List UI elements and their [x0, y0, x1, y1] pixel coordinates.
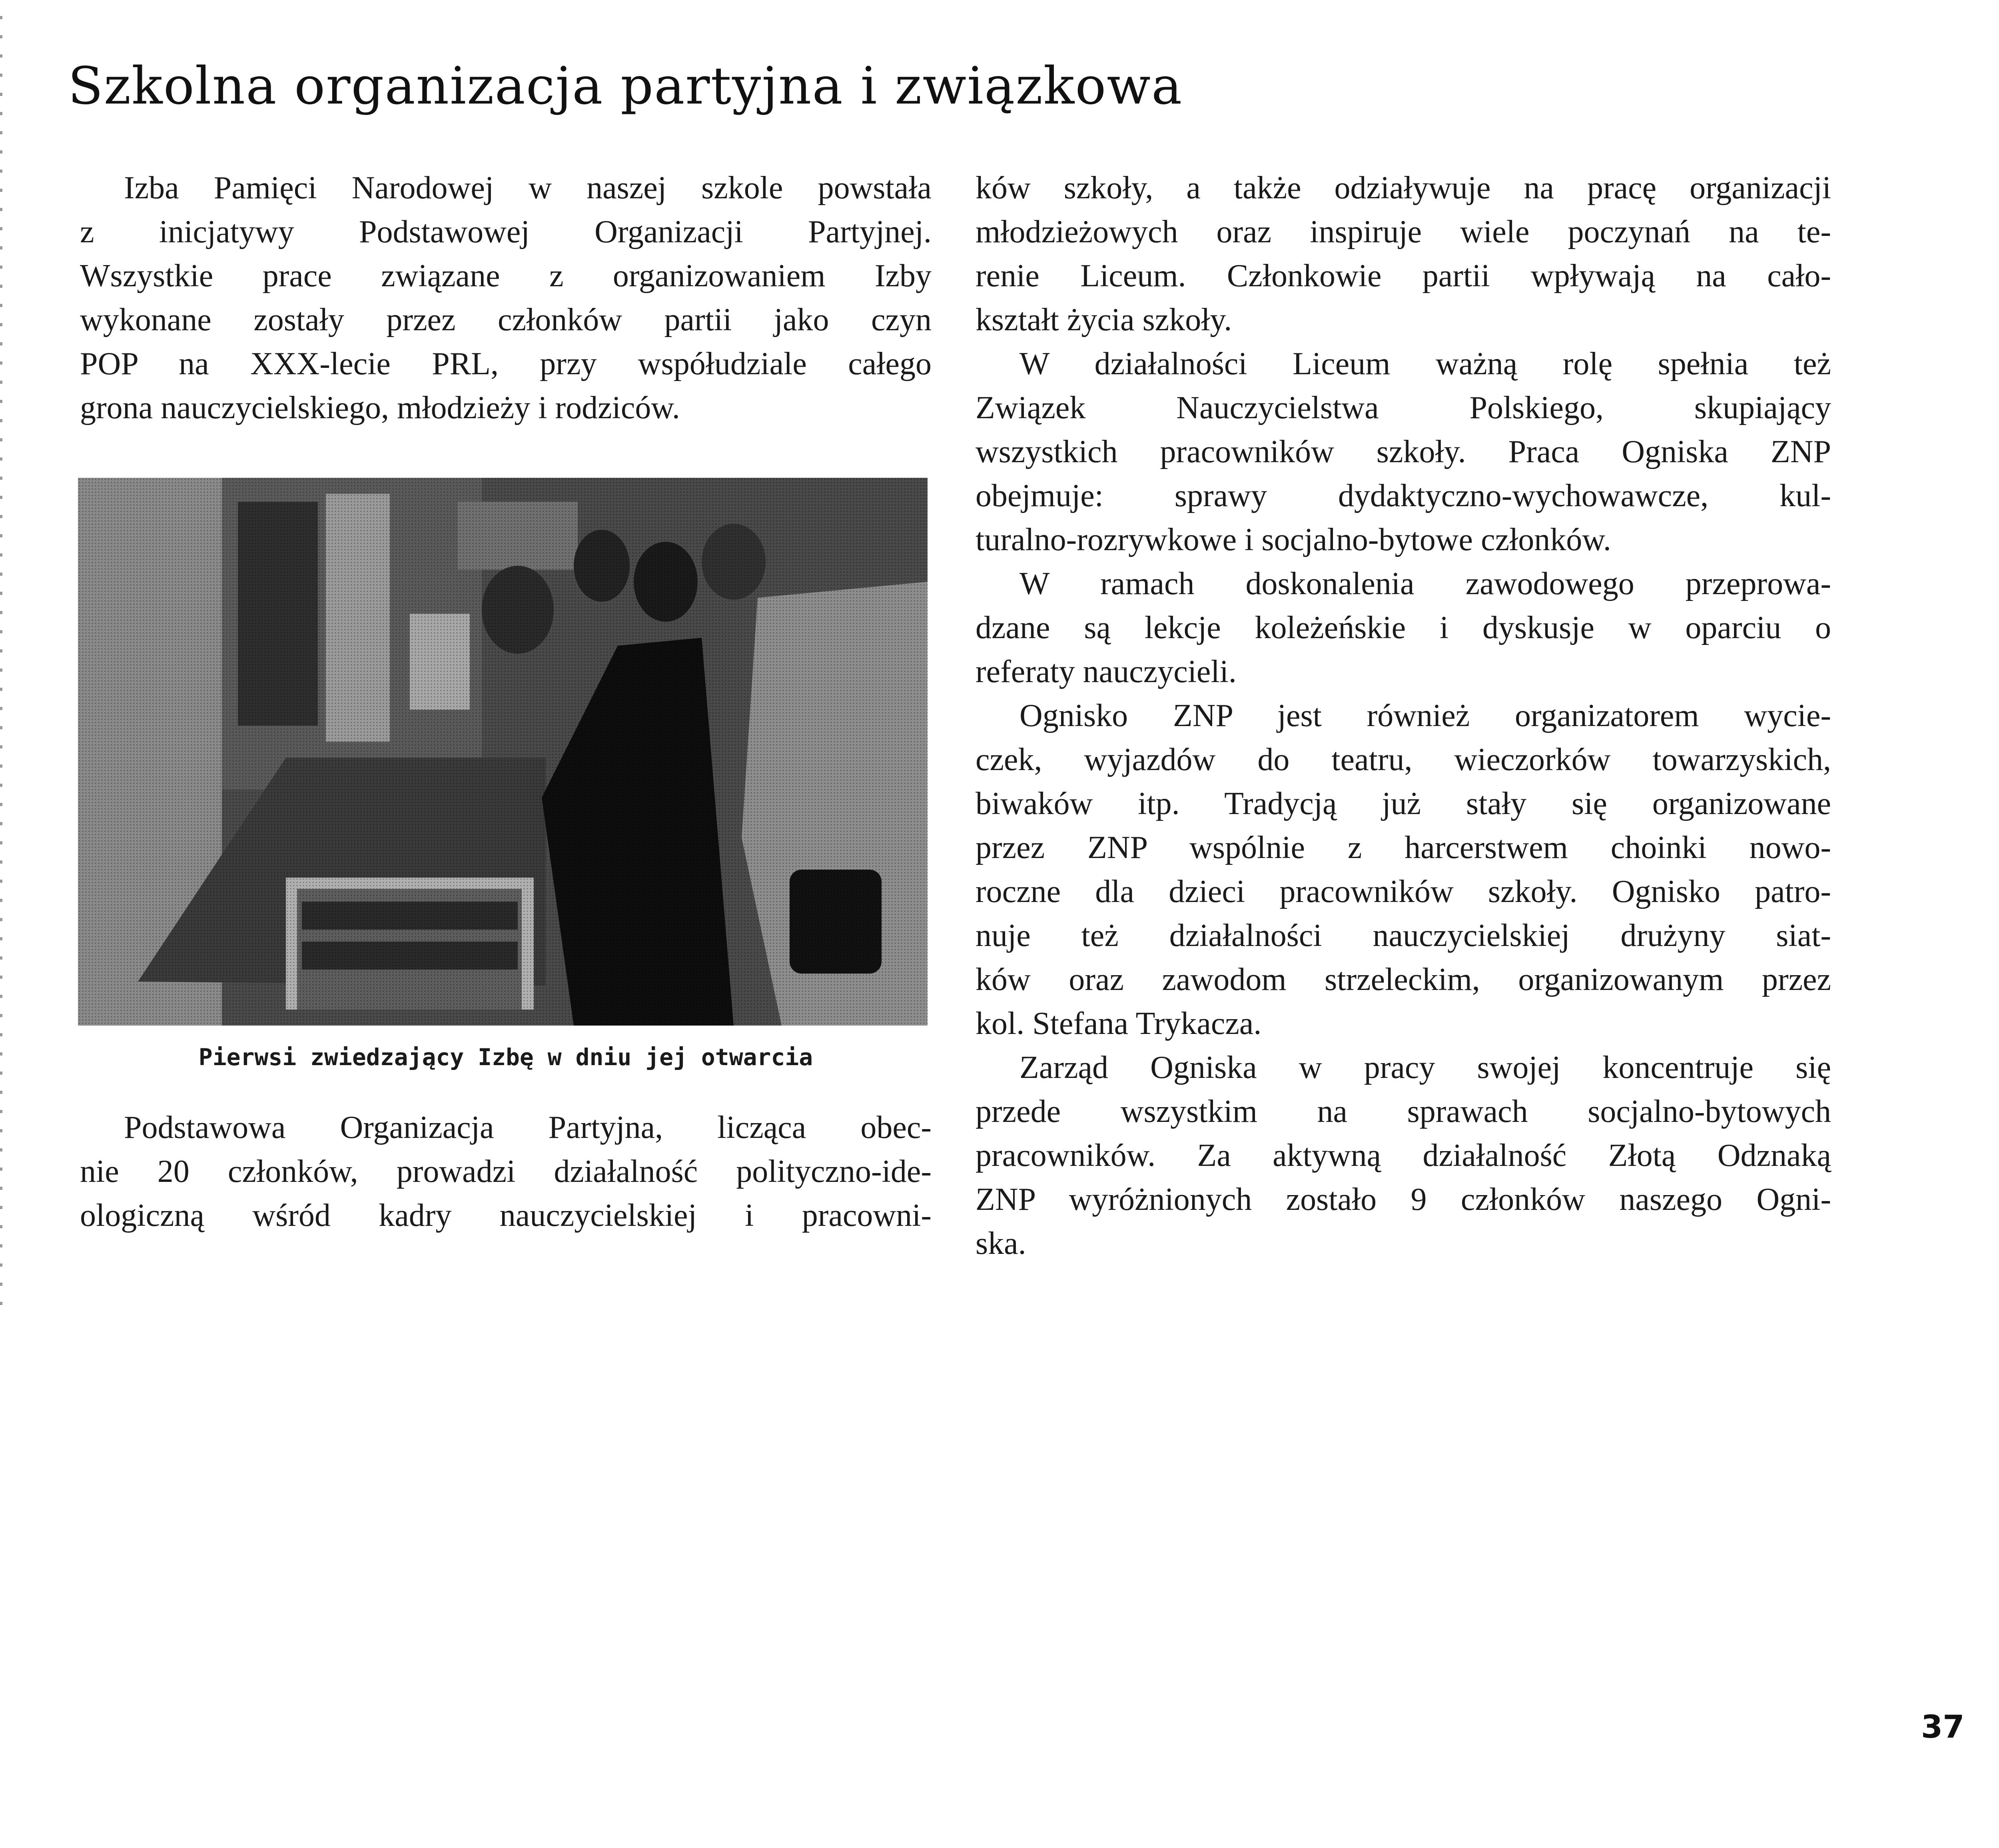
text-line: Podstawowa Organizacja Partyjna, licząca obec-	[124, 1110, 932, 1145]
text-line: biwaków itp. Tradycją już stały się organizowane	[976, 786, 1831, 821]
text-line: nie 20 członków, prowadzi działalność polityczno-ide-	[80, 1154, 932, 1189]
text-line: nuje też działalności nauczycielskiej drużyny siat-	[976, 918, 1831, 953]
text-line: Izba Pamięci Narodowej w naszej szkole powstała	[124, 170, 932, 206]
photo-caption: Pierwsi zwiedzający Izbę w dniu jej otwarcia	[198, 1044, 813, 1071]
text-line: czek, wyjazdów do teatru, wieczorków towarzyskich,	[976, 742, 1831, 777]
text-line: ZNP wyróżnionych zostało 9 członków naszego Ogni-	[976, 1182, 1831, 1217]
scan-edge	[0, 0, 2, 1319]
text-line: wszystkich pracowników szkoły. Praca Ogniska ZNP	[976, 434, 1831, 469]
text-line: przez ZNP wspólnie z harcerstwem choinki nowo-	[976, 830, 1831, 865]
text-line: ków szkoły, a także odziaływuje na pracę organizacji	[976, 170, 1831, 206]
text-line: Wszystkie prace związane z organizowaniem Izby	[80, 258, 932, 293]
text-line: wykonane zostały przez członków partii jako czyn	[80, 302, 932, 337]
text-line: renie Liceum. Członkowie partii wpływają na cało-	[976, 258, 1831, 293]
text-line: turalno-rozrywkowe i socjalno-bytowe członków.	[976, 522, 1611, 557]
text-line: POP na XXX-lecie PRL, przy współudziale całego	[80, 346, 932, 381]
right-column	[976, 166, 1831, 1265]
text-line: kształt życia szkoły.	[976, 302, 1232, 337]
left-column-paragraph-2	[80, 1106, 932, 1237]
text-line: referaty nauczycieli.	[976, 654, 1237, 689]
text-line: roczne dla dzieci pracowników szkoły. Ognisko patro-	[976, 874, 1831, 909]
text-line: Zarząd Ogniska w pracy swojej koncentruje się	[1019, 1050, 1831, 1085]
text-line: przede wszystkim na sprawach socjalno-bytowych	[976, 1094, 1831, 1129]
text-line: pracowników. Za aktywną działalność Złotą Odznaką	[976, 1138, 1831, 1173]
photo-image	[78, 478, 928, 1026]
text-line: grona nauczycielskiego, młodzieży i rodziców.	[80, 390, 680, 425]
text-line: W działalności Liceum ważną rolę spełnia też	[1019, 346, 1831, 381]
text-line: ologiczną wśród kadry nauczycielskiej i pracowni-	[80, 1198, 932, 1233]
page-number: 37	[1921, 1709, 1965, 1745]
left-column-paragraph-1	[80, 166, 932, 430]
text-line: ków oraz zawodom strzeleckim, organizowanym przez	[976, 962, 1831, 997]
text-line: obejmuje: sprawy dydaktyczno-wychowawcze, kul-	[976, 478, 1831, 513]
text-line: kol. Stefana Trykacza.	[976, 1006, 1262, 1041]
text-line: ska.	[976, 1226, 1026, 1261]
text-line: dzane są lekcje koleżeńskie i dyskusje w oparciu o	[976, 610, 1831, 645]
text-line: Związek Nauczycielstwa Polskiego, skupiający	[976, 390, 1831, 425]
text-line: Ognisko ZNP jest również organizatorem wycie-	[1019, 698, 1831, 733]
text-line: młodzieżowych oraz inspiruje wiele poczynań na te-	[976, 214, 1831, 249]
text-line: W ramach doskonalenia zawodowego przeprowa-	[1019, 566, 1831, 601]
page-title: Szkolna organizacja partyjna i związkowa	[68, 56, 1183, 116]
museum-photo	[78, 478, 928, 1026]
text-line: z inicjatywy Podstawowej Organizacji Partyjnej.	[80, 214, 932, 249]
